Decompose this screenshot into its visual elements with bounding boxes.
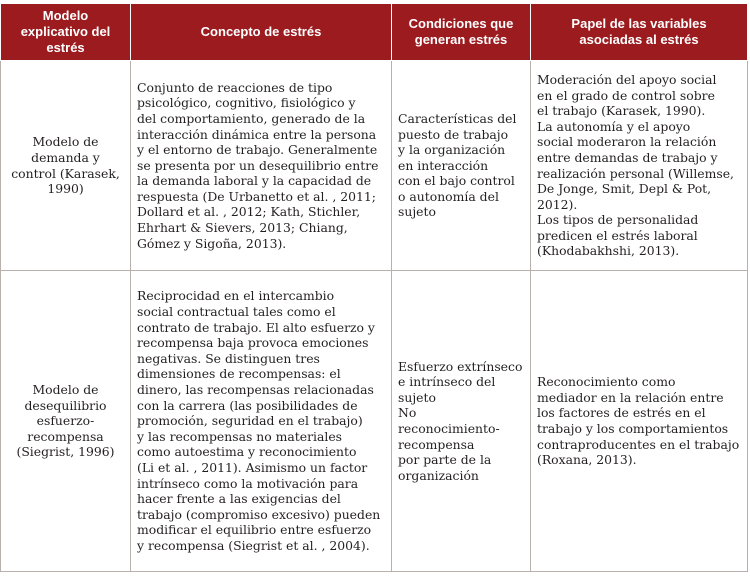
header-model: Modelo explicativo del estrés bbox=[1, 4, 131, 61]
header-conditions: Condiciones que generan estrés bbox=[392, 4, 531, 61]
concept-cell: Conjunto de reacciones de tipo psicológico, cognitivo, fisiológico y del comportamiento, generado de la interacción dinámica entre la persona y el entorno de trabajo. Generalmente se presenta por un desequilibrio entre la demanda laboral y la capacidad de respuesta (De Urbanetto et al. , 2011; Dollard et al. , 2012; Kath, Stichler, Ehrhart & Sievers, 2013; Chiang, Gómez y Sigoña, 2013). bbox=[131, 61, 392, 271]
role-cell: Moderación del apoyo social en el grado de control sobre el trabajo (Karasek, 1990). La autonomía y el apoyo social moderaron la relación entre demandas de trabajo y realización personal (Willemse, De Jonge, Smit, Depl & Pot, 2012). Los tipos de personalidad predicen el estrés laboral (Khodabakhshi, 2013). bbox=[531, 61, 748, 271]
conditions-cell: Características del puesto de trabajo y la organización en interacción con el bajo control o autonomía del sujeto bbox=[392, 61, 531, 271]
model-cell: Modelo de desequilibrio esfuerzo- recompensa (Siegrist, 1996) bbox=[1, 271, 131, 572]
header-role: Papel de las variables asociadas al estrés bbox=[531, 4, 748, 61]
table-row bbox=[1, 61, 748, 271]
header-concept: Concepto de estrés bbox=[131, 4, 392, 61]
stress-models-table bbox=[0, 3, 748, 572]
conditions-cell: Esfuerzo extrínseco e intrínseco del sujeto No reconocimiento- recompensa por parte de la organización bbox=[392, 271, 531, 572]
concept-cell: Reciprocidad en el intercambio social contractual tales como el contrato de trabajo. El alto esfuerzo y recompensa baja provoca emociones negativas. Se distinguen tres dimensiones de recompensas: el dinero, las recompensas relacionadas con la carrera (las posibilidades de promoción, seguridad en el trabajo) y las recompensas no materiales como autoestima y reconocimiento (Li et al. , 2011). Asimismo un factor intrínseco como la motivación para hacer frente a las exigencias del trabajo (compromiso excesivo) pueden modificar el equilibrio entre esfuerzo y recompensa (Siegrist et al. , 2004). bbox=[131, 271, 392, 572]
header-row bbox=[1, 4, 748, 61]
model-cell: Modelo de demanda y control (Karasek, 1990) bbox=[1, 61, 131, 271]
table-row bbox=[1, 271, 748, 572]
role-cell: Reconocimiento como mediador en la relación entre los factores de estrés en el trabajo y los comportamientos contraproducentes en el trabajo (Roxana, 2013). bbox=[531, 271, 748, 572]
